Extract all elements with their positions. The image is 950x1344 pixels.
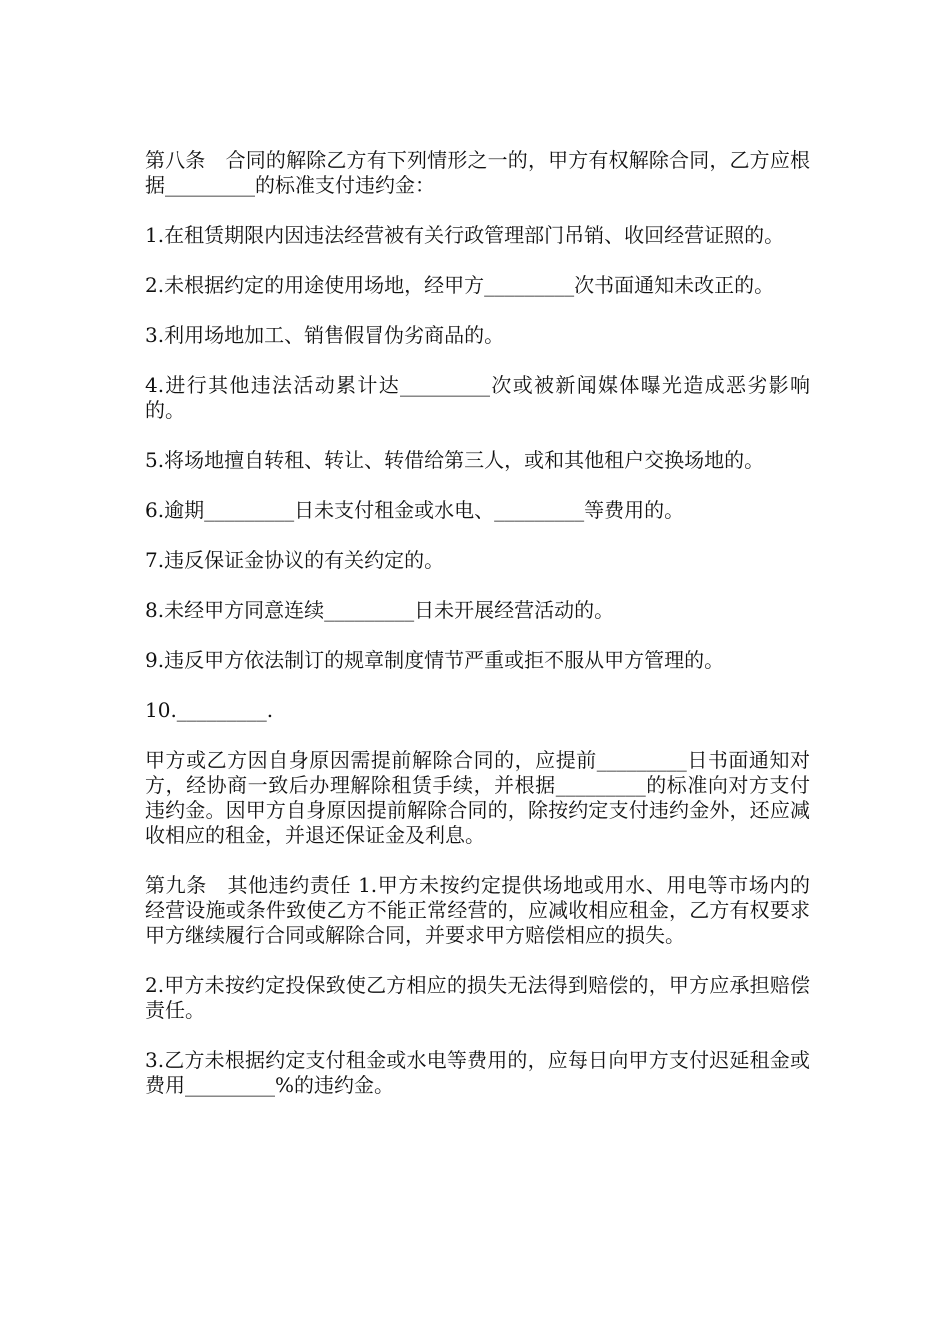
clause-7: 7.违反保证金协议的有关约定的。 xyxy=(145,548,445,572)
liability-clause-3: 3.乙方未根据约定支付租金或水电等费用的，应每日向甲方支付迟延租金或费用_________%的违约金。 xyxy=(145,1048,810,1097)
clause-8: 8.未经甲方同意连续_________日未开展经营活动的。 xyxy=(145,598,615,622)
clause-10: 10._________. xyxy=(145,698,274,722)
clause-5: 5.将场地擅自转租、转让、转借给第三人，或和其他租户交换场地的。 xyxy=(145,448,765,472)
clause-1: 1.在租赁期限内因违法经营被有关行政管理部门吊销、收回经营证照的。 xyxy=(145,223,785,247)
document-body xyxy=(145,148,810,1123)
clause-9: 9.违反甲方依法制订的规章制度情节严重或拒不服从甲方管理的。 xyxy=(145,648,725,672)
liability-clause-2: 2.甲方未按约定投保致使乙方相应的损失无法得到赔偿的，甲方应承担赔偿责任。 xyxy=(145,973,810,1022)
clause-6: 6.逾期_________日未支付租金或水电、_________等费用的。 xyxy=(145,498,685,522)
clause-4: 4.进行其他违法活动累计达_________次或被新闻媒体曝光造成恶劣影响的。 xyxy=(145,373,810,422)
clause-2: 2.未根据约定的用途使用场地，经甲方_________次书面通知未改正的。 xyxy=(145,273,775,297)
article-9-paragraph: 第九条 其他违约责任 1.甲方未按约定提供场地或用水、用电等市场内的经营设施或条件致使乙方不能正常经营的，应减收相应租金，乙方有权要求甲方继续履行合同或解除合同，并要求甲方赔偿相应的损失。 xyxy=(145,873,810,947)
article-8-paragraph: 第八条 合同的解除乙方有下列情形之一的，甲方有权解除合同，乙方应根据_________的标准支付违约金： xyxy=(145,148,810,197)
early-termination-paragraph: 甲方或乙方因自身原因需提前解除合同的，应提前_________日书面通知对方，经协商一致后办理解除租赁手续，并根据_________的标准向对方支付违约金。因甲方自身原因提前解除合同的，除按约定支付违约金外，还应减收相应的租金，并退还保证金及利息。 xyxy=(145,748,810,847)
clause-3: 3.利用场地加工、销售假冒伪劣商品的。 xyxy=(145,323,505,347)
